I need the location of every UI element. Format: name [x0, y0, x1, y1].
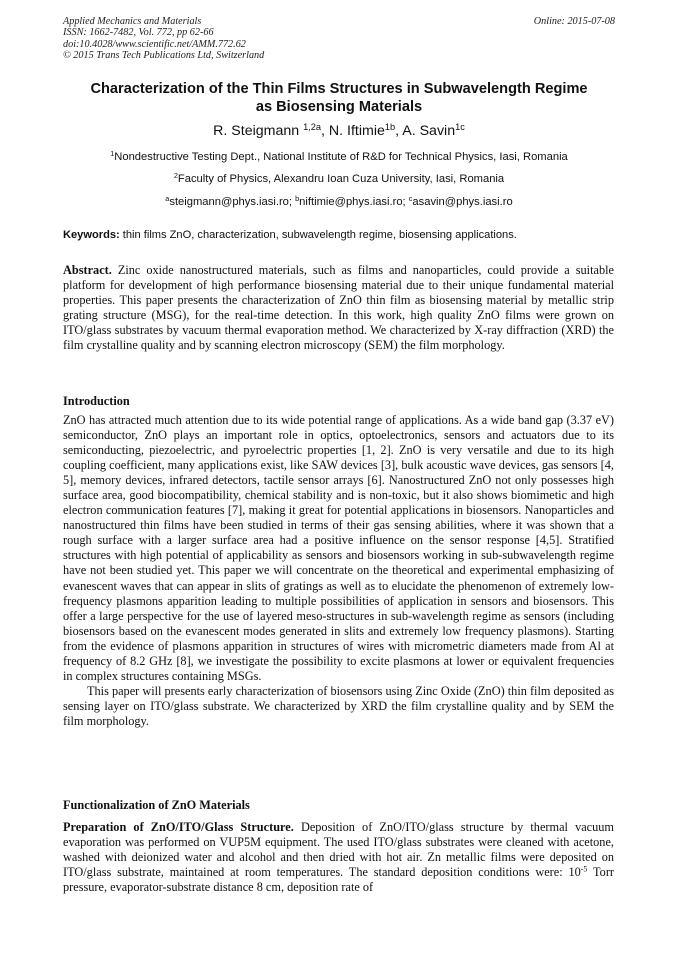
- author-sep: ,: [395, 123, 403, 139]
- author-emails: [40, 195, 638, 209]
- introduction-paragraph-1: ZnO has attracted much attention due to its wide potential range of applications. As a wide band gap (3.37 eV) semiconductor, ZnO plays an important role in optics, optoelectronics, sensors and actuators due to its semiconducting, piezoelectric, and pyroelectric properties [1, 2]. ZnO is very versatile and due to its high coupling coefficient, many applications exist, like SAW devices [3], bulk acoustic wave devices, gas sensors [4, 5], memory devices, infrared detectors, tactile sensor arrays [6]. Nanostructured ZnO not only possesses high surface area, good biocompatibility, chemical stability and is non-toxic, but it also shows biomimetic and high electron communication features [7], making it great for potential applications in biosensors. Nanoparticles and nanostructured thin films have been studied in terms of their gas sensing abilities, where it was shown that a rough surface with a larger surface area had a positive influence on the sensor response [4,5]. Stratified structures with high potential of applicability as sensors and biosensors working in sub-subwavelength regime have not been studied yet. This paper we will concentrate on the theoretical and experimental emphasizing of evanescent waves that can appear in slits of gratings as well as to elucidate the phenomenon of extremely low-frequency plasmons apparition leading to multiple possibilities of application in sensors and biosensors. This offer a large perspective for the use of layered meso-structures in sub-wavelength regime as sensors (including biosensors based on the evanescent modes generated in slits and extremely low frequency plasmons). Starting from the evidence of plasmons apparition in structures of wires with micrometric diameters made from Al at frequency of 8.2 GHz [8], we investigate the possibility to excite plasmons at lower or equivalent frequencies in complex structures containing MSGs.: [63, 413, 614, 683]
- copyright-line: © 2015 Trans Tech Publications Ltd, Switzerland: [63, 50, 265, 62]
- preparation-text-1: Deposition of ZnO/ITO/glass structure by thermal vacuum evaporation was performed on VUP5M equipment. The used ITO/glass substrates were cleaned with acetone, washed with deionized water and alcohol and then dried with hot air. Zn metallic films were deposited on ITO/glass substrate, maintained at room temperatures. The standard deposition conditions were: 10: [63, 820, 615, 880]
- journal-header: [63, 16, 615, 62]
- author-1-sup: 1,2a: [303, 121, 322, 132]
- affiliation-2: [40, 172, 638, 186]
- preparation-text-2: Torr pressure, evaporator-substrate distance 8 cm, deposition rate of: [63, 865, 615, 895]
- email-b-sup: b: [295, 194, 300, 203]
- affiliation-2-sup: 2: [173, 171, 178, 180]
- abstract-text: Zinc oxide nanostructured materials, such as films and nanoparticles, could provide a suitable platform for development of high performance biosensing material due to their unique fundamental material properties. This paper presents the characterization of ZnO thin film as biosensing material by metallic strip grating structure (MSG), for the real-time detection. In this work, high quality ZnO films were grown on ITO/glass substrates by vacuum thermal evaporation method. We characterized by X-ray diffraction (XRD) the film crystalline quality and by scanning electron microscopy (SEM) the film morphology.: [63, 263, 614, 353]
- email-a-sup: a: [165, 194, 170, 203]
- introduction-paragraph-2: This paper will presents early characterization of biosensors using Zinc Oxide (ZnO) thin film deposited as sensing layer on ITO/glass substrate. We characterized by XRD the film crystalline quality and by SEM the film morphology.: [63, 683, 614, 728]
- author-2-sup: 1b: [384, 121, 396, 132]
- preparation-label: Preparation of ZnO/ITO/Glass Structure.: [63, 820, 294, 834]
- email-a: steigmann@phys.iasi.ro;: [169, 196, 296, 208]
- paper-title: [56, 80, 622, 116]
- author-1: R. Steigmann: [213, 123, 304, 139]
- title-line-1: Characterization of the Thin Films Structures in Subwavelength Regime: [90, 81, 588, 97]
- email-c: asavin@phys.iasi.ro: [412, 196, 513, 208]
- affiliation-1: [40, 150, 638, 164]
- title-line-2: as Biosensing Materials: [255, 99, 423, 115]
- author-sep: ,: [321, 123, 329, 139]
- issn-line: ISSN: 1662-7482, Vol. 772, pp 62-66: [63, 27, 214, 39]
- functionalization-heading: Functionalization of ZnO Materials: [63, 798, 250, 812]
- affiliation-2-text: Faculty of Physics, Alexandru Ioan Cuza University, Iasi, Romania: [177, 173, 505, 185]
- affiliation-1-sup: 1: [110, 149, 115, 158]
- abstract-label: Abstract.: [63, 263, 112, 277]
- doi-line: doi:10.4028/www.scientific.net/AMM.772.62: [63, 38, 246, 50]
- abstract: [63, 263, 614, 353]
- online-date: Online: 2015-07-08: [533, 16, 615, 27]
- email-c-sup: c: [408, 194, 413, 203]
- author-list: [50, 123, 628, 140]
- preparation-paragraph: [63, 820, 614, 895]
- keywords: [63, 228, 618, 242]
- author-3: A. Savin: [402, 123, 456, 139]
- pressure-exponent: -5: [580, 864, 588, 874]
- author-3-sup: 1c: [455, 121, 465, 132]
- journal-name: Applied Mechanics and Materials: [63, 16, 202, 27]
- introduction-body: [63, 413, 614, 729]
- author-2: N. Iftimie: [328, 123, 385, 139]
- affiliation-1-text: Nondestructive Testing Dept., National Institute of R&D for Technical Physics, Iasi, Romania: [114, 151, 568, 163]
- keywords-label: Keywords:: [63, 229, 120, 241]
- introduction-heading: Introduction: [63, 394, 130, 408]
- keywords-text: thin films ZnO, characterization, subwavelength regime, biosensing applications.: [119, 229, 517, 241]
- email-b: niftimie@phys.iasi.ro;: [299, 196, 409, 208]
